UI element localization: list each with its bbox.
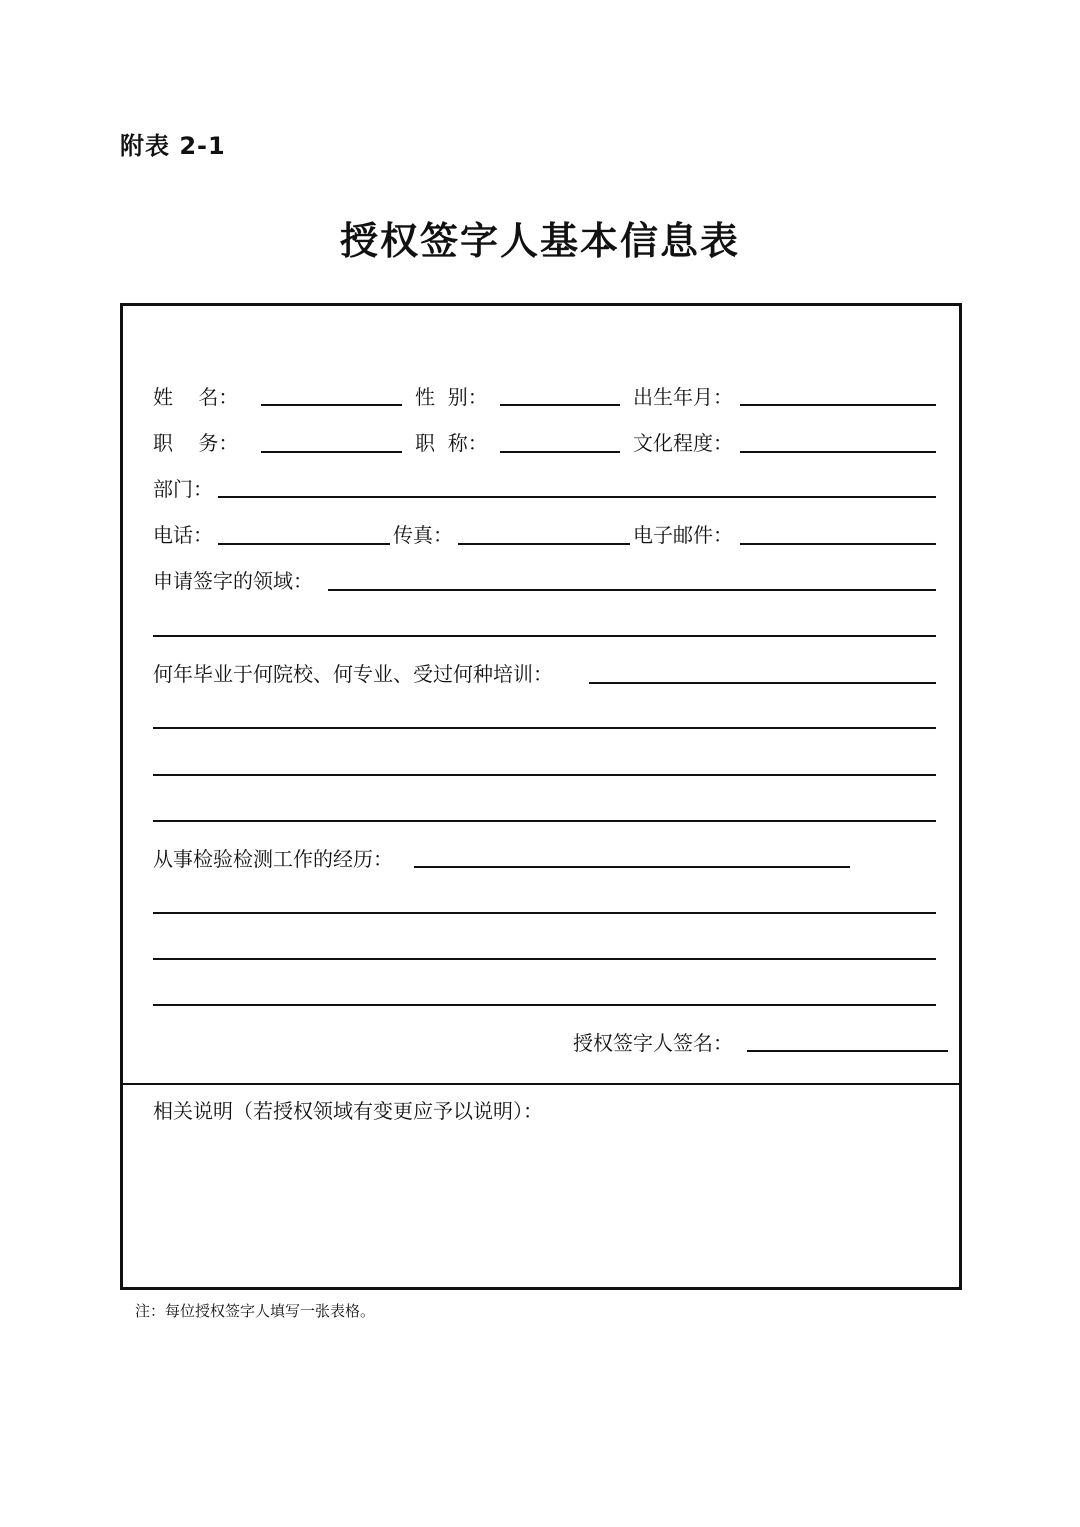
domain-field[interactable] (328, 589, 936, 591)
name-label: 姓 名： (153, 385, 239, 409)
graduation-field[interactable] (589, 682, 936, 684)
domain-field-line-2[interactable] (153, 635, 936, 637)
birth-label: 出生年月： (633, 385, 733, 409)
education-field[interactable] (740, 451, 936, 453)
department-field[interactable] (218, 496, 936, 498)
fax-label: 传真： (393, 523, 453, 547)
graduation-field-line-3[interactable] (153, 774, 936, 776)
experience-label: 从事检验检测工作的经历： (153, 847, 393, 871)
page-title: 授权签字人基本信息表 (339, 219, 740, 263)
graduation-field-line-4[interactable] (153, 820, 936, 822)
signature-label: 授权签字人签名： (573, 1031, 733, 1055)
gender-label: 性 别： (415, 385, 488, 409)
phone-label: 电话： (153, 523, 213, 547)
signature-field[interactable] (747, 1050, 948, 1052)
email-label: 电子邮件： (633, 523, 733, 547)
department-label: 部门： (153, 477, 213, 501)
experience-field-line-4[interactable] (153, 1004, 936, 1006)
experience-field-line-3[interactable] (153, 958, 936, 960)
remarks-label: 相关说明（若授权领域有变更应予以说明）： (153, 1099, 543, 1123)
fax-field[interactable] (458, 543, 630, 545)
appendix-label: 附表 2-1 (120, 132, 226, 160)
email-field[interactable] (740, 543, 936, 545)
title-label: 职 称： (415, 431, 488, 455)
title-field[interactable] (500, 451, 620, 453)
footer-note: 注：每位授权签字人填写一张表格。 (135, 1302, 376, 1320)
name-field[interactable] (261, 404, 402, 406)
domain-label: 申请签字的领域： (153, 569, 313, 593)
experience-field-line-2[interactable] (153, 912, 936, 914)
position-field[interactable] (261, 451, 402, 453)
graduation-label: 何年毕业于何院校、何专业、受过何种培训： (153, 662, 553, 686)
graduation-field-line-2[interactable] (153, 727, 936, 729)
gender-field[interactable] (500, 404, 620, 406)
birth-field[interactable] (740, 404, 936, 406)
phone-field[interactable] (218, 543, 390, 545)
remarks-area[interactable] (140, 1130, 940, 1270)
position-label: 职 务： (153, 431, 239, 455)
experience-field[interactable] (414, 866, 850, 868)
education-label: 文化程度： (633, 431, 733, 455)
section-divider (123, 1083, 959, 1085)
